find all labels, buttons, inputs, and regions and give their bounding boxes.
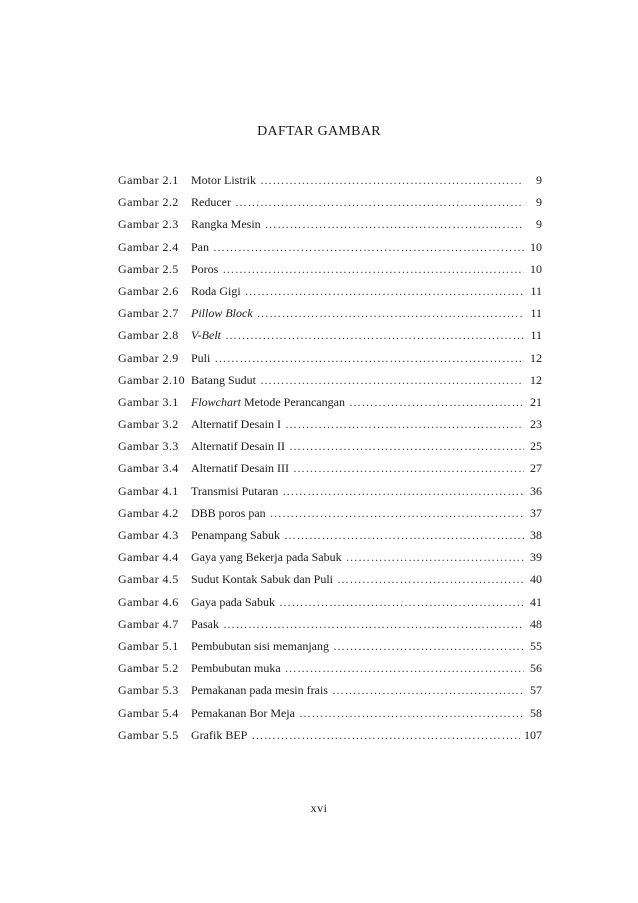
figure-title: Rangka Mesin (191, 217, 261, 232)
figure-number: Gambar 2.1 (118, 173, 179, 187)
figure-entry[interactable] (118, 328, 548, 350)
figure-number: Gambar 3.4 (118, 461, 179, 476)
figure-title: Alternatif Desain III (191, 461, 289, 476)
dot-leader (257, 306, 524, 321)
figure-number: Gambar 4.1 (118, 483, 179, 498)
figure-entry[interactable] (118, 173, 548, 195)
figure-number: Gambar 3.1 (118, 394, 179, 409)
figure-title: Motor Listrik (191, 173, 256, 187)
figure-entry[interactable] (118, 217, 548, 239)
figure-number: Gambar 2.7 (118, 306, 179, 321)
figure-page-number: 36 (530, 483, 542, 498)
figure-entry[interactable] (118, 572, 548, 594)
figure-page-number: 10 (530, 261, 542, 276)
figure-entry[interactable] (118, 395, 548, 417)
figure-page-number: 58 (530, 705, 542, 720)
dot-leader (245, 284, 524, 299)
figure-number: Gambar 4.5 (118, 572, 179, 587)
figure-number: Gambar 5.2 (118, 661, 179, 676)
dot-leader (260, 373, 524, 388)
figure-number: Gambar 3.2 (118, 417, 179, 432)
figure-number: Gambar 5.5 (118, 727, 179, 742)
figure-title: Transmisi Putaran (191, 483, 279, 498)
figure-entry[interactable] (118, 706, 548, 728)
figure-number: Gambar 2.6 (118, 283, 179, 298)
figure-entry[interactable] (118, 661, 548, 683)
figure-entry[interactable] (118, 461, 548, 483)
figure-number: Gambar 4.7 (118, 616, 179, 631)
figure-page-number: 9 (536, 195, 542, 210)
dot-leader (282, 484, 524, 499)
figure-entry[interactable] (118, 484, 548, 506)
figure-title: Reducer (191, 195, 231, 210)
figure-page-number: 55 (530, 638, 542, 653)
figure-title: Gaya pada Sabuk (191, 594, 275, 609)
dot-leader (289, 439, 524, 454)
figure-number: Gambar 4.3 (118, 528, 179, 542)
dot-leader (260, 173, 524, 188)
figure-title: Grafik BEP (191, 727, 248, 742)
figure-title-suffix: Metode Perancangan (241, 394, 345, 409)
figure-title: DBB poros pan (191, 505, 266, 520)
figure-page-number: 21 (530, 394, 542, 409)
figure-page-number: 39 (530, 550, 542, 565)
figure-title: Puli (191, 350, 211, 365)
figure-title: Pembubutan muka (191, 661, 281, 676)
figure-entry[interactable] (118, 728, 548, 750)
dot-leader (293, 461, 524, 476)
figure-list (118, 173, 548, 750)
figure-title: Pillow Block (191, 306, 253, 321)
figure-page-number: 10 (530, 239, 542, 254)
figure-page-number: 27 (530, 461, 542, 476)
figure-number: Gambar 5.1 (118, 638, 179, 653)
figure-entry[interactable] (118, 439, 548, 461)
figure-title: Roda Gigi (191, 283, 241, 298)
figure-title: Flowchart (191, 394, 241, 409)
figure-number: Gambar 2.8 (118, 328, 179, 343)
figure-entry[interactable] (118, 506, 548, 528)
figure-page-number: 12 (530, 372, 542, 387)
figure-page-number: 11 (530, 283, 542, 298)
figure-title: V-Belt (191, 328, 221, 343)
figure-number: Gambar 2.2 (118, 195, 179, 210)
figure-number: Gambar 5.3 (118, 683, 179, 698)
figure-page-number: 38 (530, 528, 542, 542)
dot-leader (222, 262, 524, 277)
dot-leader (213, 240, 524, 255)
dot-leader (225, 328, 524, 343)
figure-entry[interactable] (118, 240, 548, 262)
dot-leader (285, 661, 524, 676)
figure-title: Alternatif Desain I (191, 417, 281, 432)
figure-title: Pemakanan pada mesin frais (191, 683, 328, 698)
figure-page-number: 37 (530, 505, 542, 520)
figure-page-number: 12 (530, 350, 542, 365)
figure-title: Batang Sudut (191, 372, 256, 387)
figure-entry[interactable] (118, 351, 548, 373)
dot-leader (270, 506, 524, 521)
figure-entry[interactable] (118, 683, 548, 705)
dot-leader (346, 550, 524, 565)
figure-entry[interactable] (118, 373, 548, 395)
dot-leader (284, 528, 524, 543)
figure-title: Alternatif Desain II (191, 439, 285, 454)
figure-number: Gambar 2.9 (118, 350, 179, 365)
figure-number: Gambar 2.3 (118, 217, 179, 232)
figure-entry[interactable] (118, 639, 548, 661)
dot-leader (251, 728, 520, 743)
dot-leader (214, 351, 524, 366)
figure-page-number: 25 (530, 439, 542, 454)
figure-number: Gambar 4.2 (118, 505, 179, 520)
figure-entry[interactable] (118, 284, 548, 306)
dot-leader (337, 572, 524, 587)
figure-number: Gambar 2.4 (118, 239, 179, 254)
figure-title: Pemakanan Bor Meja (191, 705, 295, 720)
figure-entry[interactable] (118, 595, 548, 617)
dot-leader (279, 595, 524, 610)
figure-title: Pasak (191, 616, 219, 631)
figure-page-number: 48 (530, 616, 542, 631)
figure-title: Gaya yang Bekerja pada Sabuk (191, 550, 342, 565)
figure-entry[interactable] (118, 550, 548, 572)
figure-number: Gambar 2.5 (118, 261, 179, 276)
page-title: DAFTAR GAMBAR (257, 124, 381, 139)
figure-number: Gambar 3.3 (118, 439, 179, 454)
figure-title: Penampang Sabuk (191, 528, 280, 542)
figure-entry[interactable] (118, 306, 548, 328)
figure-page-number: 41 (530, 594, 542, 609)
figure-entry[interactable] (118, 617, 548, 639)
figure-title: Poros (191, 261, 219, 276)
dot-leader (349, 395, 524, 410)
figure-page-number: 11 (530, 306, 542, 321)
dot-leader (235, 195, 524, 210)
figure-number: Gambar 5.4 (118, 705, 179, 720)
dot-leader (223, 617, 524, 632)
dot-leader (332, 683, 524, 698)
figure-number: Gambar 4.4 (118, 550, 179, 565)
figure-title: Pan (191, 239, 209, 254)
figure-page-number: 107 (524, 727, 542, 742)
figure-page-number: 9 (536, 217, 542, 232)
figure-page-number: 11 (530, 328, 542, 343)
figure-number: Gambar 4.6 (118, 594, 179, 609)
figure-entry[interactable] (118, 417, 548, 439)
dot-leader (285, 417, 524, 432)
figure-entry[interactable] (118, 528, 548, 550)
figure-page-number: 9 (536, 173, 542, 187)
figure-entry[interactable] (118, 195, 548, 217)
figure-number: Gambar 2.10 (118, 372, 186, 387)
figure-title: Sudut Kontak Sabuk dan Puli (191, 572, 334, 587)
figure-title: Pembubutan sisi memanjang (191, 638, 329, 653)
dot-leader (299, 706, 524, 721)
dot-leader (265, 217, 524, 232)
page-number: xvi (310, 801, 328, 815)
figure-page-number: 40 (530, 572, 542, 587)
figure-page-number: 56 (530, 661, 542, 676)
dot-leader (333, 639, 524, 654)
figure-page-number: 57 (530, 683, 542, 698)
figure-page-number: 23 (530, 417, 542, 432)
figure-entry[interactable] (118, 262, 548, 284)
